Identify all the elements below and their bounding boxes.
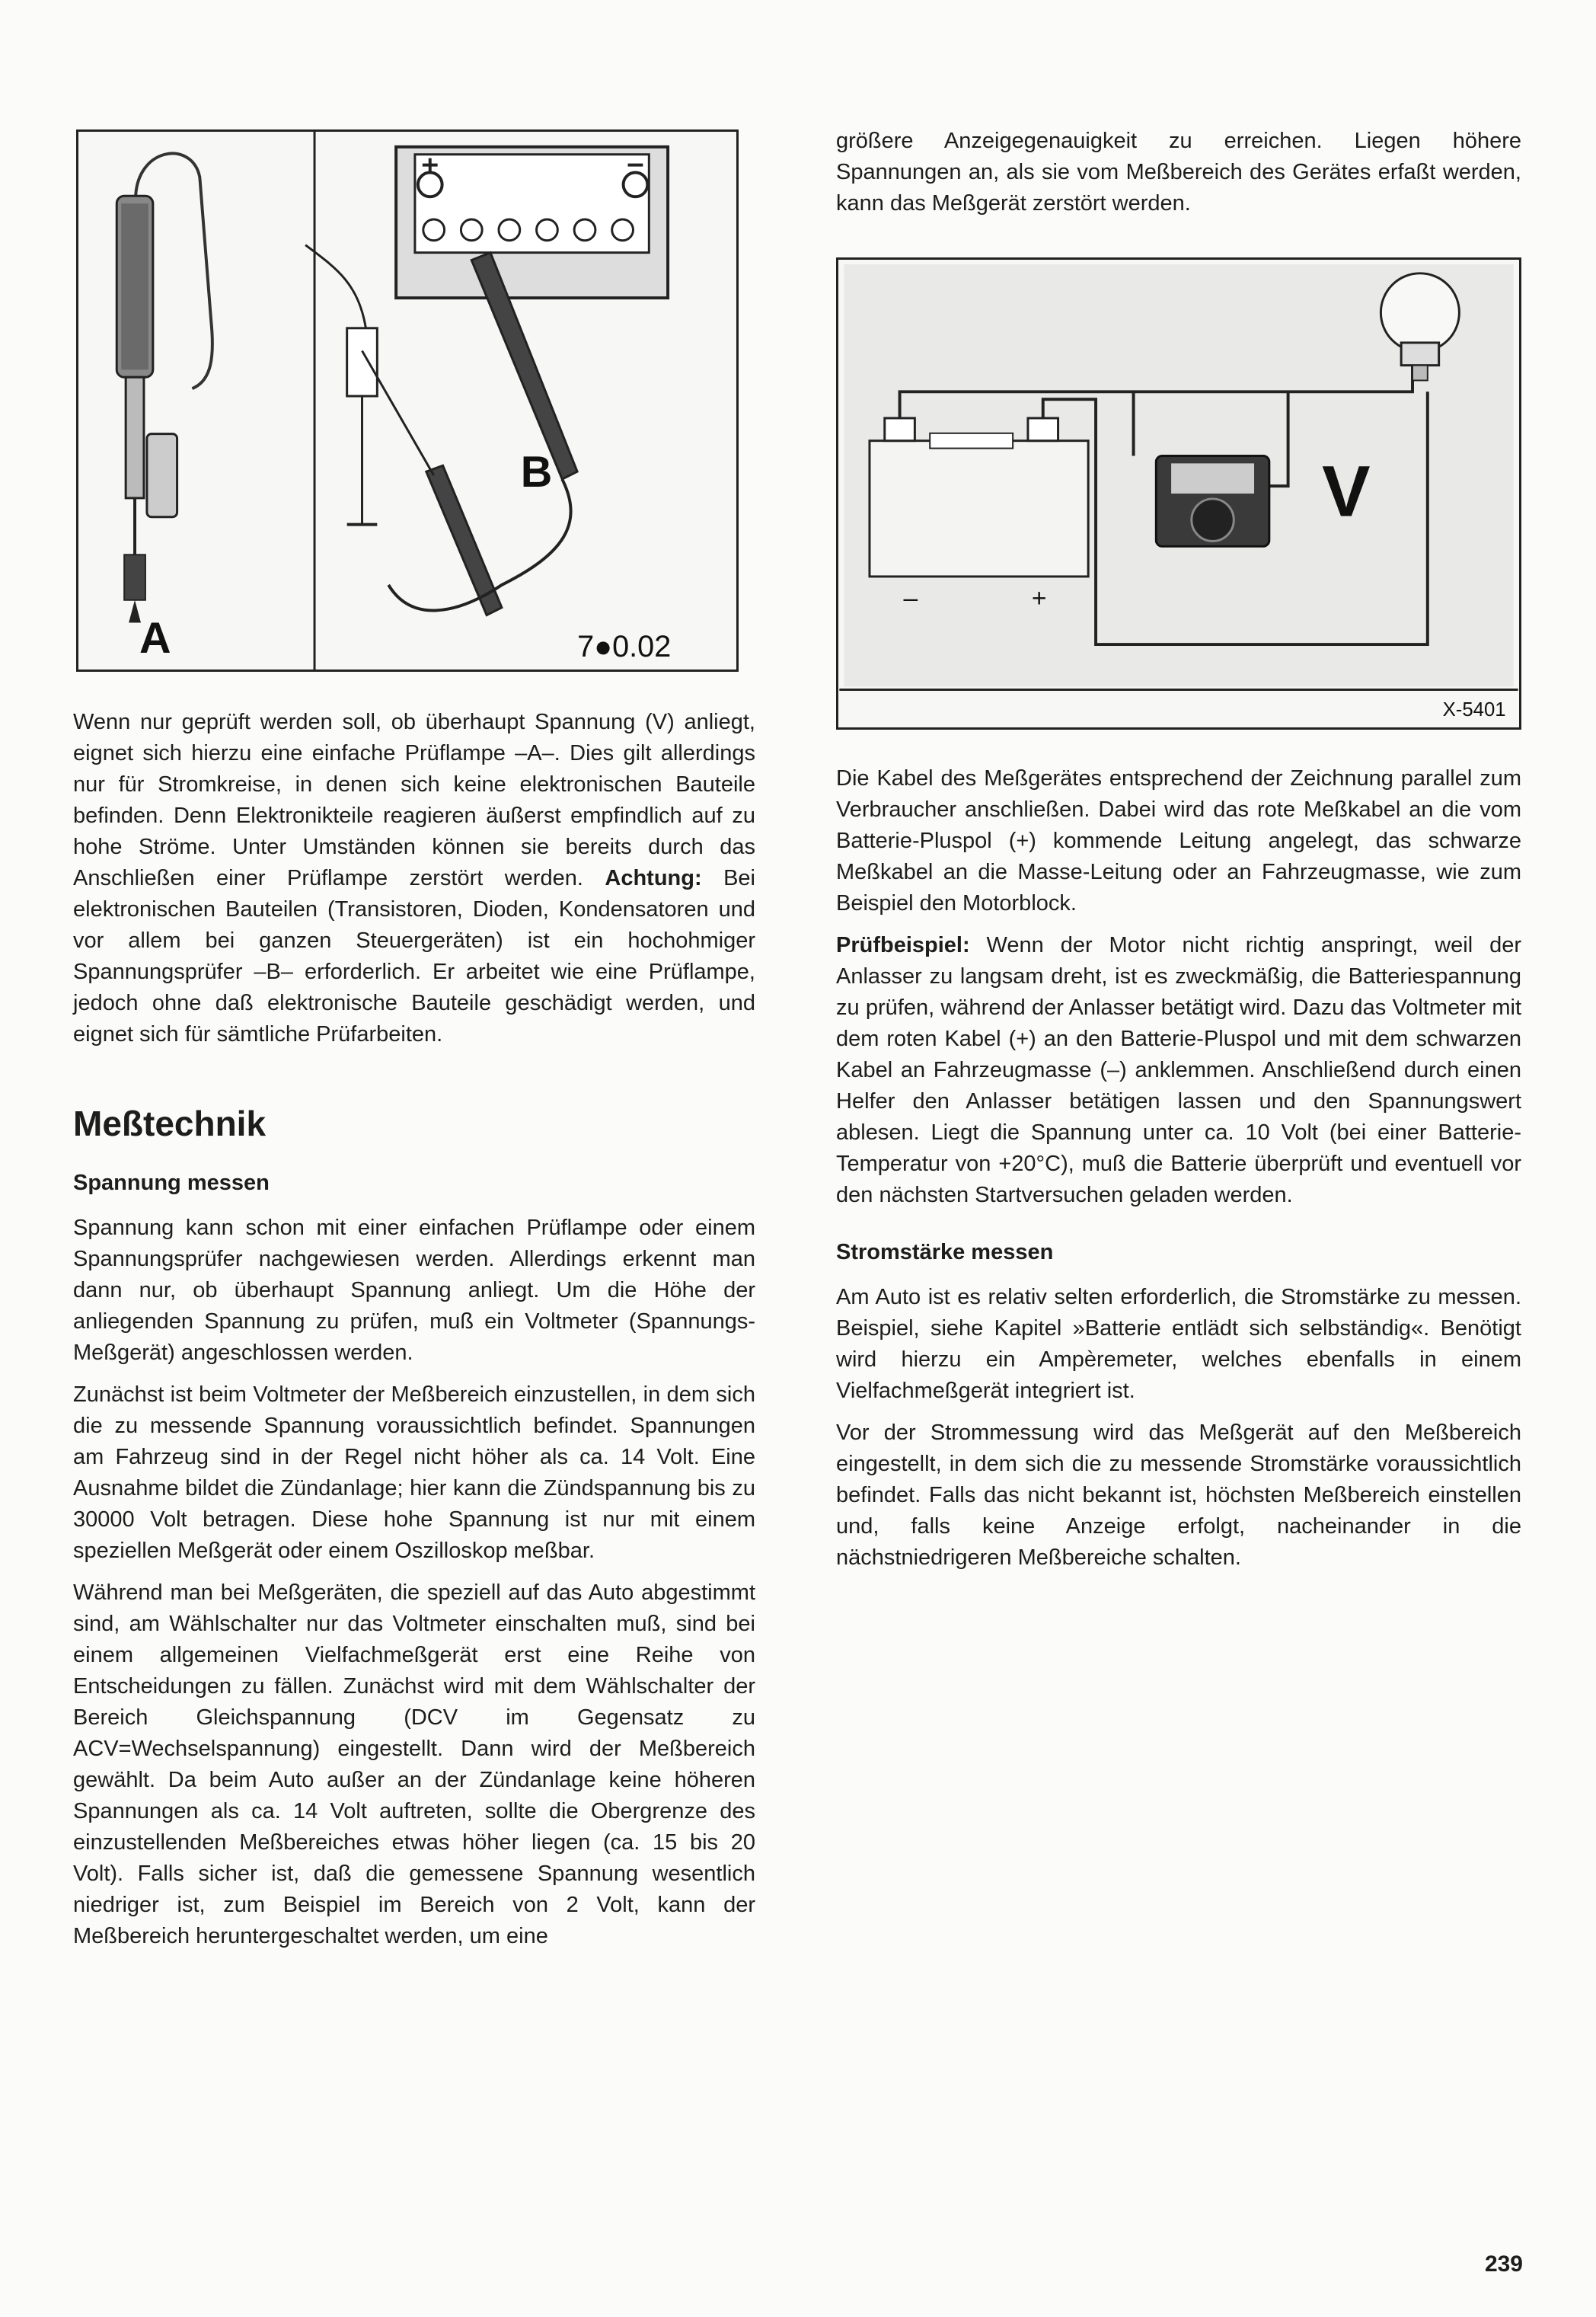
left-paragraph-3: Während man bei Meßgeräten, die speziell auf das Auto abgestimmt sind, am Wählschalter nur das Voltmeter einschalten muß, sind bei einem allgemeinen Vielfachmeßgerät erst eine Reihe von Entscheidungen zu fällen. Zunächst wird mit dem Wählschalter der Bereich Gleichspannung (DCV im Gegensatz zu ACV=Wechselspannung) eingestellt. Dann wird der Meßbereich gewählt. Da beim Auto außer an der Zündanlage keine höheren Spannungen als ca. 14 Volt auftreten, sollte die Obergrenze des einzustellenden Meßbereiches etwas höher liegen (ca. 15 bis 20 Volt). Falls sicher ist, daß die gemessene Spannung wesentlich niedriger ist, zum Beispiel im Bereich von 2 Volt, kann der Meßbereich heruntergeschaltet werden, um eine xyxy=(73,1580,755,1948)
battery-plus-sign: + xyxy=(1031,584,1047,613)
figure-test-lamp-and-tester xyxy=(76,129,739,672)
pruefbeispiel-bold: Prüfbeispiel: xyxy=(836,933,970,957)
intro-paragraph xyxy=(73,707,755,1050)
label-v: V xyxy=(1322,451,1371,532)
subheading-current: Stromstärke messen xyxy=(836,1240,1054,1264)
figure-voltmeter-wiring xyxy=(836,257,1521,730)
test-lamp-drawing xyxy=(117,154,212,623)
right-column xyxy=(836,763,1521,1584)
subheading-voltage: Spannung messen xyxy=(73,1171,270,1195)
battery-minus-sign: – xyxy=(903,584,918,613)
tester-drawing xyxy=(305,245,577,615)
page-number: 239 xyxy=(1484,2251,1523,2277)
battery-side-drawing xyxy=(870,418,1088,577)
intro-bold: Achtung: xyxy=(605,866,702,890)
figure-left-code: 7●0.02 xyxy=(577,630,672,664)
left-paragraph-2: Zunächst ist beim Voltmeter der Meßbereich einzustellen, in dem sich die zu messende Spannung voraussichtlich befindet. Spannungen am Fahrzeug sind in der Regel nicht höher als ca. 14 Volt. Eine Ausnahme bildet die Zündanlage; hier kann die Zündspannung bis zu 30000 Volt betragen. Diese hohe Spannung ist nur mit einem speziellen Meßgerät oder einem Oszilloskop meßbar. xyxy=(73,1382,755,1563)
right-paragraph-2 xyxy=(836,930,1521,1211)
label-b: B xyxy=(520,448,553,497)
section-heading: Meßtechnik xyxy=(73,1104,267,1143)
figure-right-code: X-5401 xyxy=(1442,699,1506,721)
label-a: A xyxy=(139,614,171,663)
pruefbeispiel-text: Wenn der Motor nicht richtig anspringt, weil der Anlasser zu langsam dreht, ist es zweckmäßig, die Batteriespannung zu prüfen, während der Anlasser betätigt wird. Dazu das Voltmeter mit dem roten Kabel (+) an den Batterie-Pluspol und mit dem schwarzen Kabel an Fahrzeugmasse (–) anklemmen. Anschließend durch einen Helfer den Anlasser betätigen lassen und den Spannungswert ablesen. Liegt die Spannung unter ca. 10 Volt (bei einer Batterie-Temperatur von +20°C), muß die Batterie überprüft und eventuell vor den nächsten Startversuchen geladen werden. xyxy=(836,933,1521,1207)
battery-drawing xyxy=(396,147,668,298)
intro-text-after: Bei elektronischen Bauteilen (Transistoren, Dioden, Kondensatoren und vor allem bei ganzen Steuergeräten) ist ein hochohmiger Spannungsprüfer –B– erforderlich. Er arbeitet wie eine Prüflampe, jedoch ohne daß elektronische Bauteile geschädigt werden, und eignet sich für sämtliche Prüfarbeiten. xyxy=(73,866,755,1047)
right-paragraph-3: Am Auto ist es relativ selten erforderlich, die Stromstärke zu messen. Beispiel, siehe Kapitel »Batterie entlädt sich selbständig«. Benötigt wird hierzu ein Ampèremeter, welches ebenfalls in einem Vielfachmeßgerät integriert ist. xyxy=(836,1285,1521,1403)
figure-left-drawing xyxy=(78,132,736,670)
voltmeter-drawing xyxy=(1156,455,1269,546)
right-paragraph-1: Die Kabel des Meßgerätes entsprechend der Zeichnung parallel zum Verbraucher anschließen. Dabei wird das rote Meßkabel an die vom Batterie-Pluspol (+) kommende Leitung angelegt, das schwarze Meßkabel an die Masse-Leitung oder an Fahrzeugmasse, wie zum Beispiel den Motorblock. xyxy=(836,766,1521,916)
right-paragraph-4: Vor der Strommessung wird das Meßgerät auf den Meßbereich eingestellt, in dem sich die zu messende Stromstärke voraussichtlich befindet. Falls das nicht bekannt ist, höchsten Meßbereich einstellen und, falls keine Anzeige erfolgt, nacheinander in die nächstniedrigeren Meßbereiche schalten. xyxy=(836,1421,1521,1570)
intro-text-before: Wenn nur geprüft werden soll, ob überhaupt Spannung (V) anliegt, eignet sich hierzu eine einfache Prüflampe –A–. Dies gilt allerdings nur für Stromkreise, in denen sich keine elektronischen Bauteile befinden. Denn Elektronikteile reagieren äußerst empfindlich auf zu hohe Ströme. Unter Umständen können sie bereits durch das Anschließen einer Prüflampe zerstört werden. xyxy=(73,710,755,890)
top-right-paragraph: größere Anzeigegenauigkeit zu erreichen. Liegen höhere Spannungen an, als sie vom Meßbereich des Gerätes erfaßt werden, kann das Meßgerät zerstört werden. xyxy=(836,129,1521,216)
left-column xyxy=(73,707,755,1963)
left-paragraph-1: Spannung kann schon mit einer einfachen Prüflampe oder einem Spannungsprüfer nachgewiesen werden. Allerdings erkennt man dann nur, ob überhaupt Spannung anliegt. Um die Höhe der anliegenden Spannung zu prüfen, muß ein Voltmeter (Spannungs-Meßgerät) angeschlossen werden. xyxy=(73,1216,755,1365)
figure-right-drawing xyxy=(838,260,1519,727)
